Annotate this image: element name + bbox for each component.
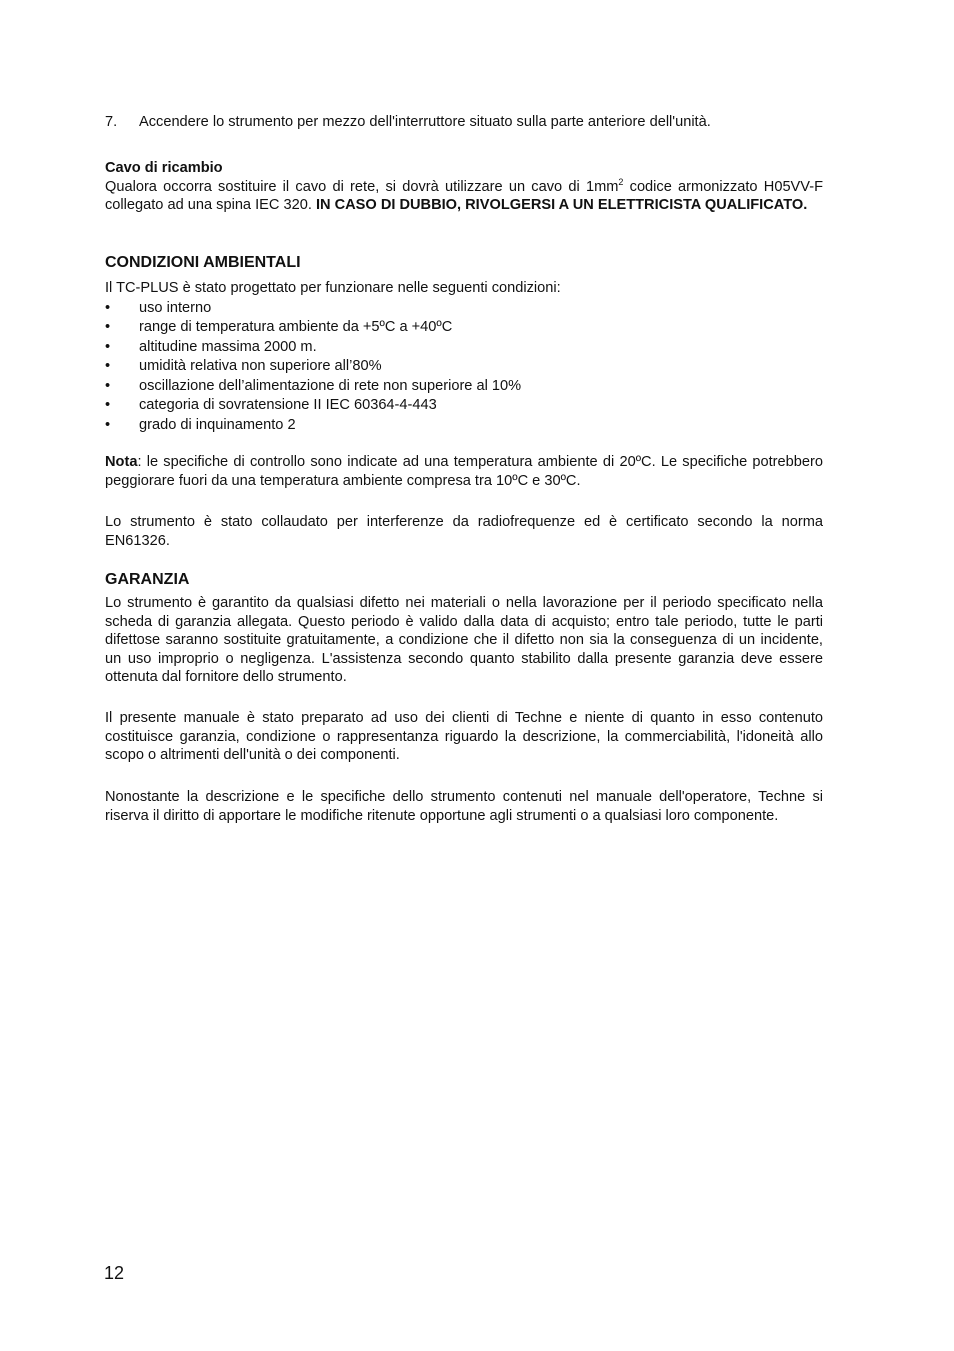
bullet-icon: •: [105, 319, 111, 336]
list-item-text: altitudine massima 2000 m.: [139, 338, 317, 355]
list-item: [105, 416, 823, 436]
list-item: [105, 377, 823, 397]
list-item: [105, 299, 823, 319]
bullet-icon: •: [105, 416, 111, 433]
condizioni-heading: CONDIZIONI AMBIENTALI: [105, 254, 301, 271]
list-item-text: oscillazione dell’alimentazione di rete non superiore al 10%: [139, 377, 522, 394]
nota-paragraph: [105, 453, 823, 490]
list-item-text: umidità relativa non superiore all’80%: [139, 358, 382, 375]
cavo-paragraph: [105, 178, 823, 215]
list-item: [105, 396, 823, 416]
bullet-icon: •: [105, 358, 111, 375]
garanzia-paragraph-1: Lo strumento è garantito da qualsiasi difetto nei materiali o nella lavorazione per il periodo specificato nella scheda di garanzia allegata. Questo periodo è valido dalla data di acquisto; entro tale periodo, tutte le parti difettose saranno sostituite gratuitamente, a condizione che il difetto non sia la conseguenza di un incidente, un uso improprio o negligenza. L'assistenza secondo quanto stabilito dalla presente garanzia deve essere ottenuta dal fornitore dello strumento.: [105, 595, 823, 686]
list-item: [105, 357, 823, 377]
bullet-icon: •: [105, 397, 111, 414]
list-item-text: range di temperatura ambiente da +5ºC a +40ºC: [139, 319, 453, 336]
condizioni-list: [105, 299, 823, 436]
bullet-icon: •: [105, 299, 111, 316]
list-item-text: categoria di sovratensione II IEC 60364-4-443: [139, 397, 437, 414]
condizioni-intro: Il TC-PLUS è stato progettato per funzionare nelle seguenti condizioni:: [105, 280, 561, 296]
bullet-icon: •: [105, 338, 111, 355]
page-number: 12: [104, 1263, 125, 1283]
section-condizioni-ambientali: [105, 253, 823, 435]
section-garanzia: [105, 570, 823, 590]
list-item: [105, 318, 823, 338]
nota-text: : le specifiche di controllo sono indicate ad una temperatura ambiente di 20ºC. Le specifiche potrebbero peggiorare fuori da una temperatura ambiente compresa tra 10ºC e 30ºC.: [105, 454, 823, 489]
garanzia-paragraph-3: Nonostante la descrizione e le specifiche dello strumento contenuti nel manuale dell'operatore, Techne si riserva il diritto di apportare le modifiche ritenute opportune agli strumenti o a qualsiasi loro componente.: [105, 789, 823, 824]
step-text: Accendere lo strumento per mezzo dell'interruttore situato sulla parte anteriore dell'unità.: [139, 114, 711, 130]
cavo-text-b: codice armonizzato H05VV-F collegato ad una spina IEC 320.: [105, 178, 823, 214]
step-7: [105, 113, 823, 132]
garanzia-paragraph-2: Il presente manuale è stato preparato ad uso dei clienti di Techne e niente di quanto in esso contenuto costituisce garanzia, condizione o rappresentanza riguardo la descrizione, la commerciabilità, l'idoneità allo scopo o altrimenti dell'unità o dei componenti.: [105, 710, 823, 764]
cavo-text-a: Qualora occorra sostituire il cavo di rete, si dovrà utilizzare un cavo di 1mm: [105, 178, 619, 195]
certificazione-paragraph: Lo strumento è stato collaudato per interferenze da radiofrequenze ed è certificato secondo la norma EN61326.: [105, 514, 823, 549]
list-item-text: uso interno: [139, 299, 212, 316]
list-item: [105, 338, 823, 358]
cavo-warning: IN CASO DI DUBBIO, RIVOLGERSI A UN ELETTRICISTA QUALIFICATO.: [315, 197, 808, 214]
section-cavo-ricambio: [105, 159, 823, 215]
step-number: 7.: [105, 114, 118, 130]
cavo-superscript: 2: [618, 176, 624, 187]
bullet-icon: •: [105, 377, 111, 394]
list-item-text: grado di inquinamento 2: [139, 416, 296, 433]
nota-label: Nota: [105, 454, 138, 470]
garanzia-heading: GARANZIA: [105, 571, 190, 588]
cavo-heading: Cavo di ricambio: [105, 160, 223, 176]
